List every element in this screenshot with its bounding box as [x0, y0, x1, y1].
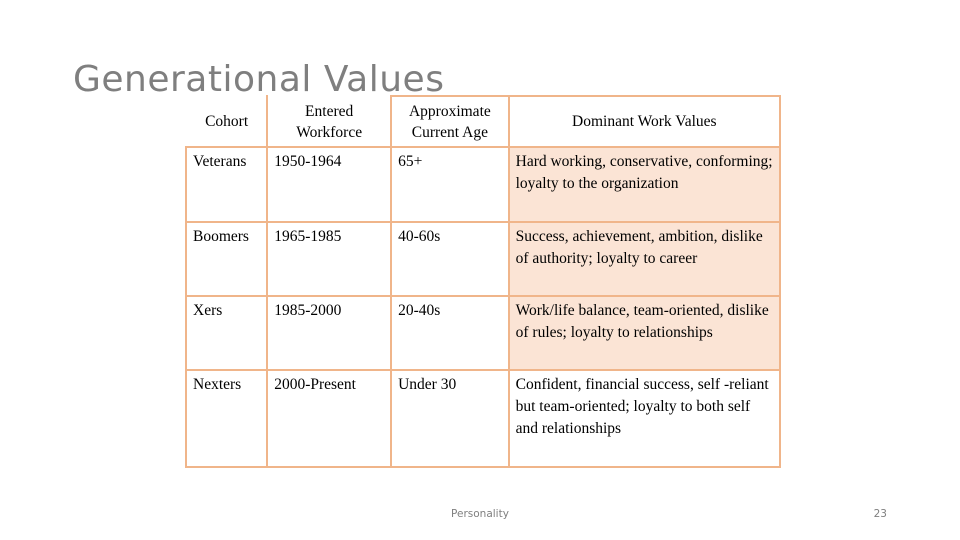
header-dominant-work-values: Dominant Work Values: [509, 96, 780, 147]
entered-cell: 1950-1964: [267, 147, 391, 222]
entered-cell: 2000-Present: [267, 370, 391, 467]
cohort-cell: Nexters: [186, 370, 267, 467]
table-row: [186, 222, 780, 296]
generational-values-table: [185, 95, 781, 468]
entered-cell: 1985-2000: [267, 296, 391, 370]
age-cell: 65+: [391, 147, 509, 222]
age-cell: Under 30: [391, 370, 509, 467]
header-entered-workforce: Entered Workforce: [267, 96, 391, 147]
slide-footer: Personality: [451, 508, 509, 520]
table-row: [186, 370, 780, 467]
page-number: 23: [873, 508, 887, 520]
values-cell: Confident, financial success, self -reliant but team-oriented; loyalty to both self and relationships: [509, 370, 780, 467]
table-row: [186, 147, 780, 222]
entered-cell: 1965-1985: [267, 222, 391, 296]
age-cell: 20-40s: [391, 296, 509, 370]
cohort-cell: Boomers: [186, 222, 267, 296]
age-cell: 40-60s: [391, 222, 509, 296]
values-cell: Work/life balance, team-oriented, dislike of rules; loyalty to relationships: [509, 296, 780, 370]
cohort-cell: Veterans: [186, 147, 267, 222]
header-row: [186, 96, 780, 147]
table-row: [186, 296, 780, 370]
slide-title: Generational Values: [73, 59, 445, 100]
cohort-cell: Xers: [186, 296, 267, 370]
values-cell: Success, achievement, ambition, dislike of authority; loyalty to career: [509, 222, 780, 296]
header-cohort: Cohort: [186, 96, 267, 147]
values-cell: Hard working, conservative, conforming; loyalty to the organization: [509, 147, 780, 222]
header-approximate-age: Approximate Current Age: [391, 96, 509, 147]
